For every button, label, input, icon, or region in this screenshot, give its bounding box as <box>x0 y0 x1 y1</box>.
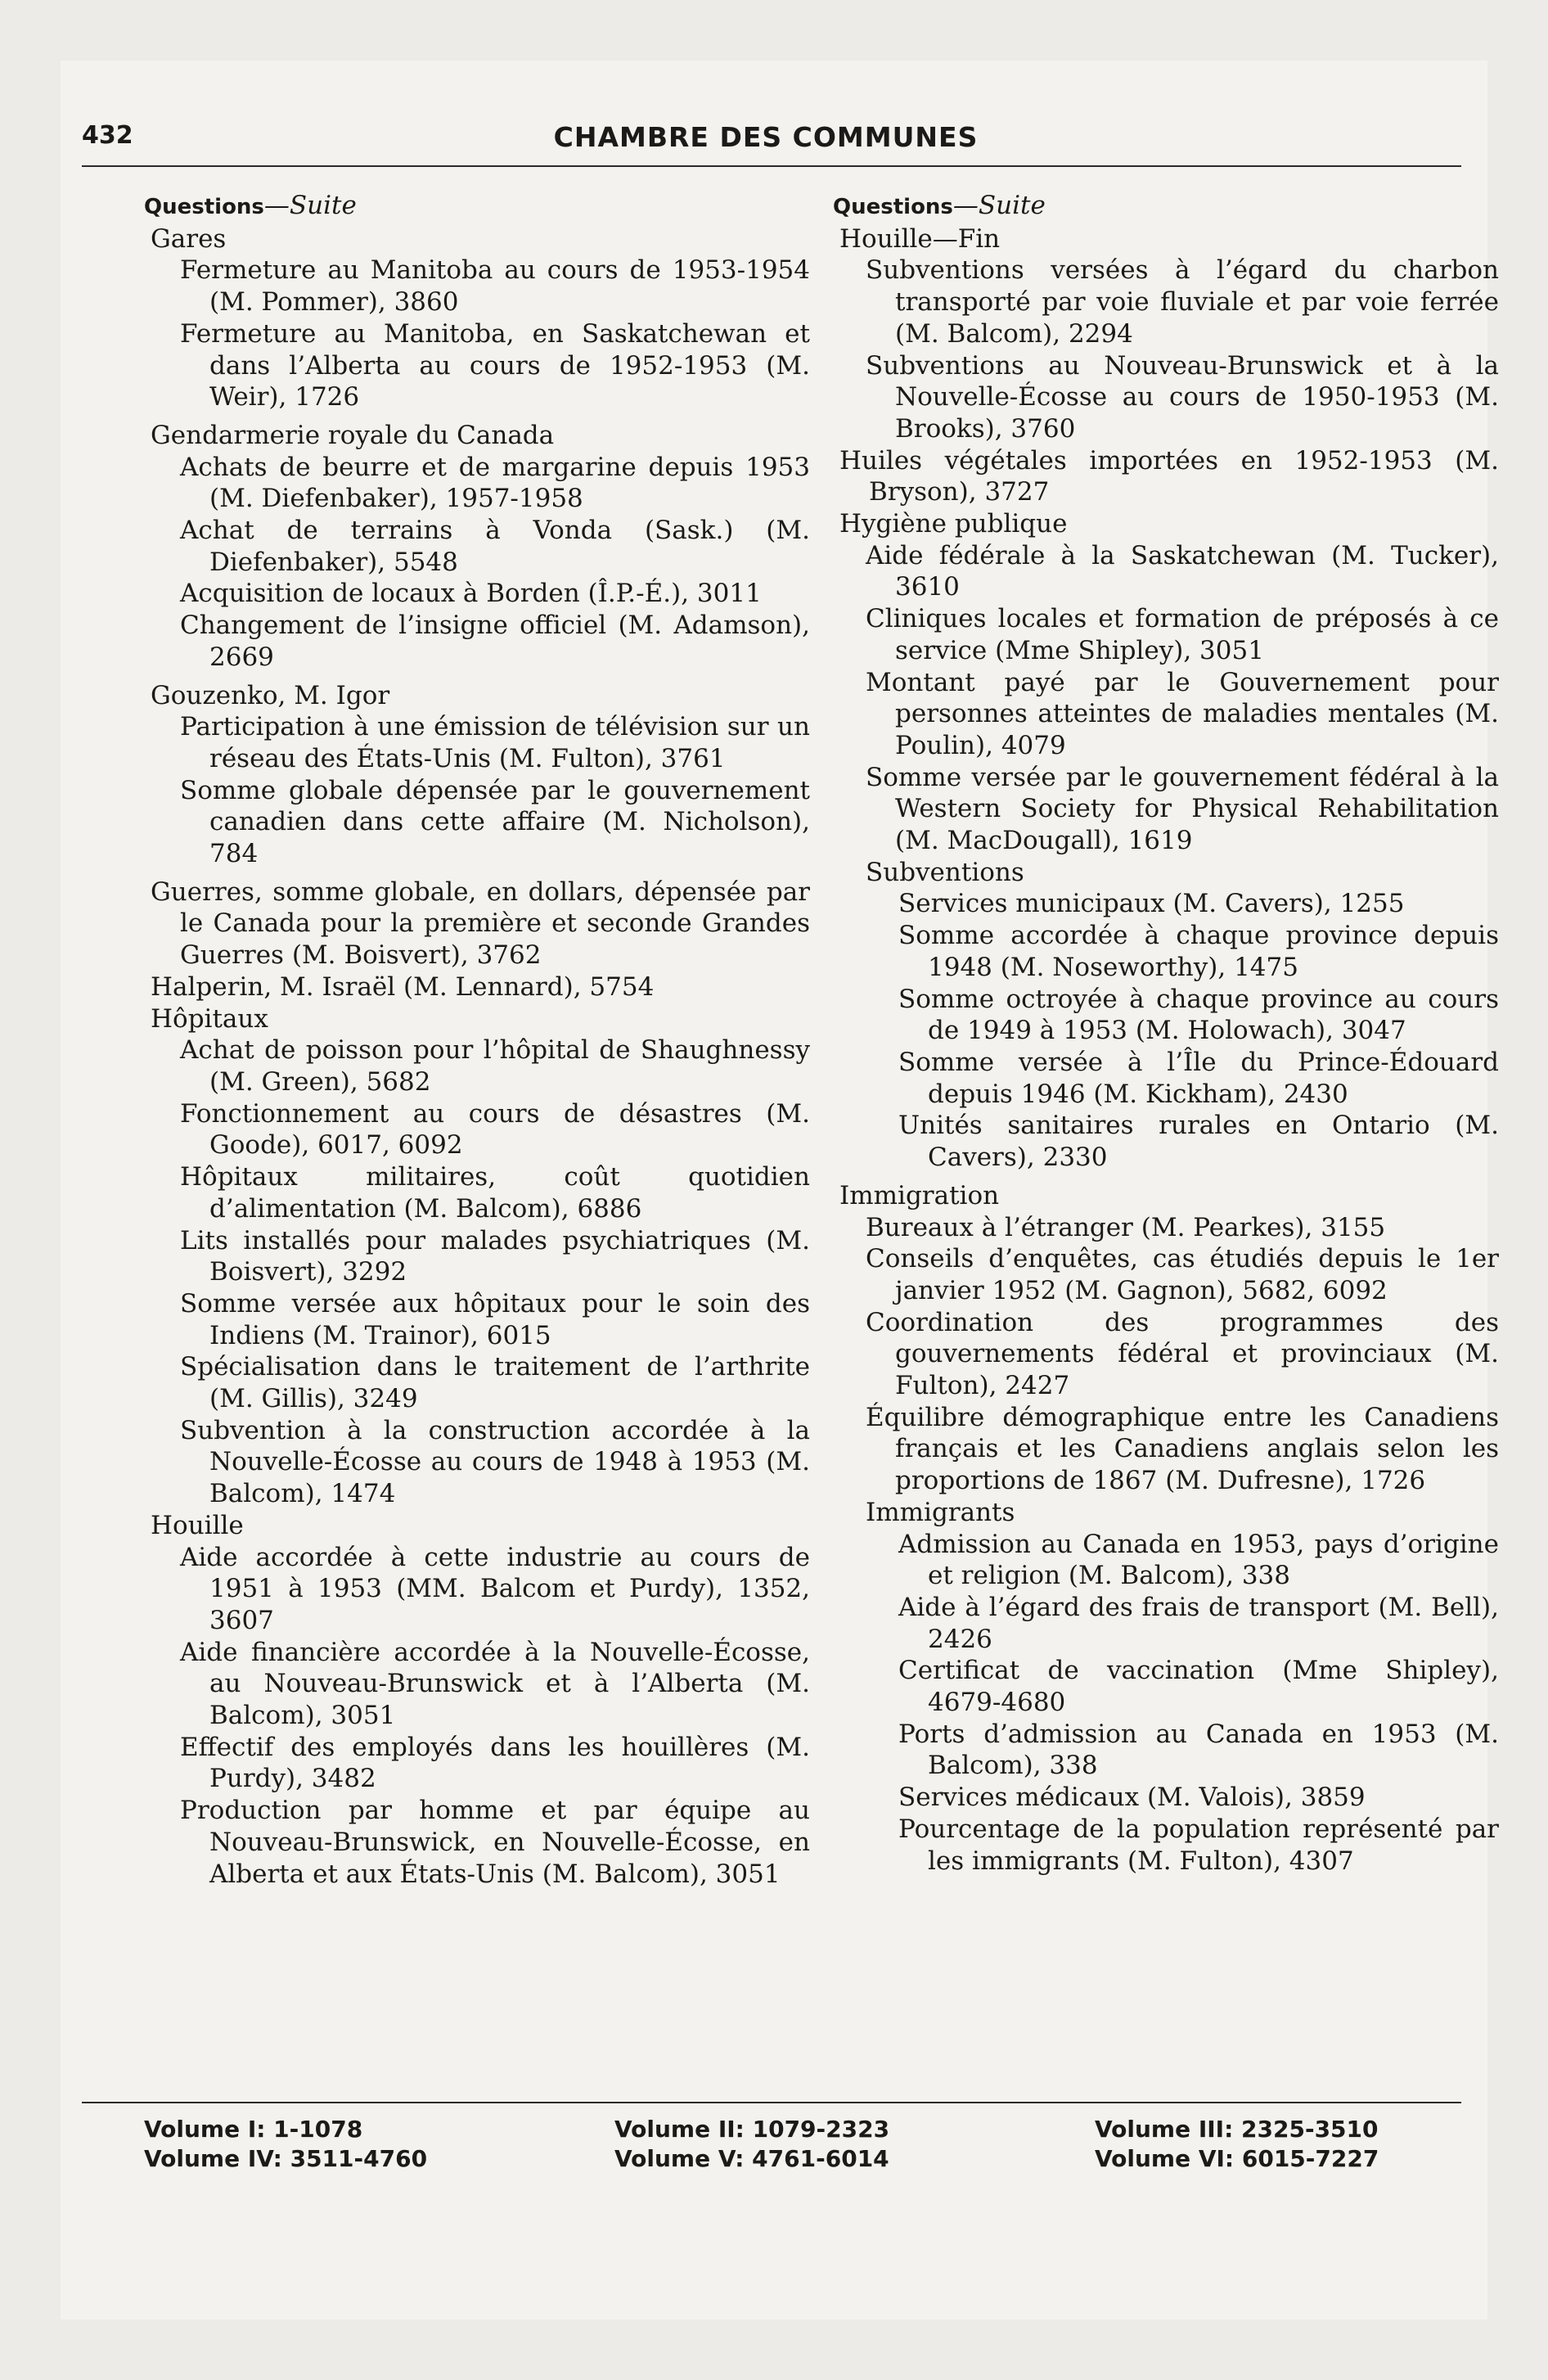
index-subentry: Participation à une émission de télévision sur un réseau des États-Unis (M. Fulton), 3761 <box>180 712 810 773</box>
index-subentry: Somme octroyée à chaque province au cours de 1949 à 1953 (M. Holowach), 3047 <box>898 984 1499 1046</box>
index-subentry: Somme versée à l’Île du Prince-Édouard depuis 1946 (M. Kickham), 2430 <box>898 1047 1499 1109</box>
column-heading <box>833 190 1499 223</box>
index-subentry: Services municipaux (M. Cavers), 1255 <box>898 889 1405 919</box>
index-subentry: Aide à l’égard des frais de transport (M. Bell), 2426 <box>898 1592 1499 1654</box>
running-title: CHAMBRE DES COMMUNES <box>553 121 979 153</box>
index-subentry: Ports d’admission au Canada en 1953 (M. Balcom), 338 <box>898 1719 1499 1781</box>
index-subentry: Coordination des programmes des gouvernements fédéral et provinciaux (M. Fulton), 2427 <box>866 1307 1499 1401</box>
index-subentry: Changement de l’insigne officiel (M. Adamson), 2669 <box>180 611 810 672</box>
index-subentry: Achat de poisson pour l’hôpital de Shaughnessy (M. Green), 5682 <box>180 1035 810 1097</box>
index-heading-entry: Immigration <box>839 1180 1000 1210</box>
page-number: 432 <box>82 121 133 150</box>
volume-range: Volume III: 2325-3510 <box>1095 2116 1379 2143</box>
volume-range: Volume VI: 6015-7227 <box>1095 2145 1379 2172</box>
right-column <box>826 190 1499 1877</box>
index-heading-entry: Halperin, M. Israël (M. Lennard), 5754 <box>151 971 655 1002</box>
index-subentry: Somme versée par le gouvernement fédéral à la Western Society for Physical Rehabilitation (M. MacDougall), 1619 <box>866 762 1499 856</box>
index-subentry: Acquisition de locaux à Borden (Î.P.-É.), 3011 <box>180 579 762 609</box>
index-heading-entry: Hôpitaux <box>151 1003 268 1034</box>
index-subentry: Aide fédérale à la Saskatchewan (M. Tucker), 3610 <box>866 540 1499 602</box>
column-heading <box>144 190 810 223</box>
index-subentry: Somme accordée à chaque province depuis 1948 (M. Noseworthy), 1475 <box>898 921 1499 982</box>
right-entry-list <box>826 223 1499 1877</box>
index-heading-entry: Hygiène publique <box>839 509 1068 539</box>
index-subentry: Unités sanitaires rurales en Ontario (M. Cavers), 2330 <box>898 1111 1499 1173</box>
index-subentry: Immigrants <box>866 1497 1015 1527</box>
index-subentry: Pourcentage de la population représenté par les immigrants (M. Fulton), 4307 <box>898 1814 1499 1876</box>
volume-range: Volume V: 4761-6014 <box>614 2145 889 2172</box>
index-subentry: Effectif des employés dans les houillères (M. Purdy), 3482 <box>180 1732 810 1794</box>
index-subentry: Certificat de vaccination (Mme Shipley), 4679-4680 <box>898 1656 1499 1718</box>
index-subentry: Subventions au Nouveau-Brunswick et à la Nouvelle-Écosse au cours de 1950-1953 (M. Brooks), 3760 <box>866 350 1499 444</box>
index-subentry: Aide financière accordée à la Nouvelle-Écosse, au Nouveau-Brunswick et à l’Alberta (M. Balcom), 3051 <box>180 1637 810 1731</box>
index-subentry: Hôpitaux militaires, coût quotidien d’alimentation (M. Balcom), 6886 <box>180 1162 810 1224</box>
index-subentry: Conseils d’enquêtes, cas étudiés depuis le 1er janvier 1952 (M. Gagnon), 5682, 6092 <box>866 1244 1499 1305</box>
index-heading-entry: Gares <box>151 223 227 254</box>
index-heading-entry: Gouzenko, M. Igor <box>151 680 390 710</box>
column-heading-label: Questions <box>833 195 953 219</box>
index-subentry: Production par homme et par équipe au Nouveau-Brunswick, en Nouvelle-Écosse, en Alberta et aux États-Unis (M. Balcom), 3051 <box>180 1796 810 1889</box>
header-rule <box>82 165 1461 167</box>
column-heading-label: Questions <box>144 195 264 219</box>
index-subentry: Fermeture au Manitoba, en Saskatchewan et dans l’Alberta au cours de 1952-1953 (M. Weir), 1726 <box>180 318 810 412</box>
index-heading-entry: Gendarmerie royale du Canada <box>151 420 555 450</box>
index-heading-entry: Guerres, somme globale, en dollars, dépensée par le Canada pour la première et seconde Grandes Guerres (M. Boisvert), 3762 <box>151 877 810 971</box>
volume-range: Volume II: 1079-2323 <box>614 2116 890 2143</box>
index-subentry: Somme versée aux hôpitaux pour le soin des Indiens (M. Trainor), 6015 <box>180 1288 810 1350</box>
index-subentry: Aide accordée à cette industrie au cours de 1951 à 1953 (MM. Balcom et Purdy), 1352, 3607 <box>180 1542 810 1635</box>
footer-rule <box>82 2102 1461 2103</box>
footer-column-1 <box>144 2115 427 2174</box>
index-subentry: Montant payé par le Gouvernement pour personnes atteintes de maladies mentales (M. Poulin), 4079 <box>866 667 1499 760</box>
index-subentry: Achats de beurre et de margarine depuis 1953 (M. Diefenbaker), 1957-1958 <box>180 452 810 514</box>
index-subentry: Fermeture au Manitoba au cours de 1953-1954 (M. Pommer), 3860 <box>180 255 810 318</box>
index-subentry: Somme globale dépensée par le gouvernement canadien dans cette affaire (M. Nicholson), 784 <box>180 775 810 869</box>
index-subentry: Subvention à la construction accordée à la Nouvelle-Écosse au cours de 1948 à 1953 (M. Balcom), 1474 <box>180 1415 810 1509</box>
index-subentry: Admission au Canada en 1953, pays d’origine et religion (M. Balcom), 338 <box>898 1529 1499 1591</box>
index-subentry: Lits installés pour malades psychiatriques (M. Boisvert), 3292 <box>180 1225 810 1287</box>
index-subentry: Équilibre démographique entre les Canadiens français et les Canadiens anglais selon les proportions de 1867 (M. Dufresne), 1726 <box>866 1402 1499 1496</box>
index-subentry: Subventions versées à l’égard du charbon transporté par voie fluviale et par voie ferrée (M. Balcom), 2294 <box>866 255 1499 349</box>
footer-column-3 <box>1095 2115 1379 2174</box>
page-header <box>82 121 1450 157</box>
volume-range: Volume IV: 3511-4760 <box>144 2145 428 2172</box>
column-heading-suffix: —Suite <box>952 191 1046 220</box>
index-subentry: Achat de terrains à Vonda (Sask.) (M. Diefenbaker), 5548 <box>180 516 810 577</box>
index-subentry: Cliniques locales et formation de préposés à ce service (Mme Shipley), 3051 <box>866 604 1499 665</box>
column-heading-suffix: —Suite <box>263 191 357 220</box>
index-heading-entry: Huiles végétales importées en 1952-1953 (M. Bryson), 3727 <box>839 445 1499 507</box>
index-subentry: Subventions <box>866 857 1024 887</box>
left-column <box>137 190 810 1890</box>
footer-column-2 <box>614 2115 889 2174</box>
left-entry-list <box>137 223 810 1891</box>
index-heading-entry: Houille <box>151 1510 244 1540</box>
index-subentry: Bureaux à l’étranger (M. Pearkes), 3155 <box>866 1212 1386 1242</box>
index-subentry: Fonctionnement au cours de désastres (M. Goode), 6017, 6092 <box>180 1098 810 1161</box>
volume-range: Volume I: 1-1078 <box>144 2116 363 2143</box>
index-subentry: Services médicaux (M. Valois), 3859 <box>898 1783 1366 1813</box>
index-heading-entry: Houille—Fin <box>839 223 1001 254</box>
index-subentry: Spécialisation dans le traitement de l’arthrite (M. Gillis), 3249 <box>180 1352 810 1414</box>
